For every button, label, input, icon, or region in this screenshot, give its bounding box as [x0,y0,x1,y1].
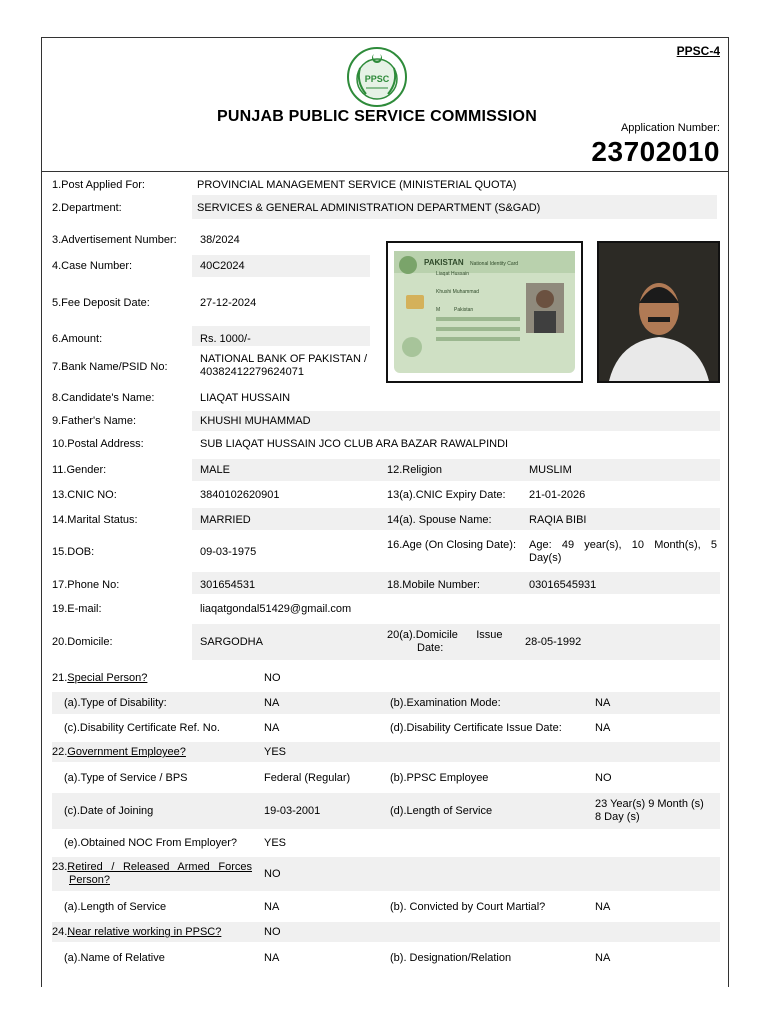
application-form [41,37,729,987]
retired-title-line2: Person? [69,874,110,886]
religion-label: 12.Religion [387,464,443,476]
domicile-issue-value: 28-05-1992 [525,636,582,648]
bank-name: NATIONAL BANK OF PAKISTAN / [200,353,368,365]
govt-employee-number: 22. [52,746,68,758]
exam-mode-label: (b).Examination Mode: [390,697,501,709]
amount-label: 6.Amount: [52,333,103,345]
disability-issue-label: (d).Disability Certificate Issue Date: [390,722,562,734]
designation-value: NA [595,952,611,964]
special-person-number: 21. [52,672,68,684]
govt-employee-value: YES [264,746,287,758]
marital-status-value: MARRIED [200,514,251,526]
relative-name-value: NA [264,952,280,964]
cnic-expiry-value: 21-01-2026 [529,489,586,501]
form-code: PPSC-4 [676,44,720,58]
case-value: 40C2024 [200,260,245,272]
mobile-label: 18.Mobile Number: [387,579,480,591]
case-label: 4.Case Number: [52,260,133,272]
disability-issue-value: NA [595,722,611,734]
amount-value: Rs. 1000/- [200,333,251,345]
card-country-of-stay: Pakistan [454,307,474,313]
department-label: 2.Department: [52,202,122,214]
application-number: 23702010 [591,136,720,167]
cnic-value: 3840102620901 [200,489,280,501]
ppsc-employee-label: (b).PPSC Employee [390,772,489,784]
service-length-line2: 8 Day (s) [595,811,640,823]
court-martial-label: (b). Convicted by Court Martial? [390,901,546,913]
service-length-value [595,798,704,824]
exam-mode-value: NA [595,697,611,709]
dob-value: 09-03-1975 [200,546,257,558]
candidate-name-value: LIAQAT HUSSAIN [200,392,291,404]
disability-cert-value: NA [264,722,280,734]
header-divider [42,171,728,172]
retired-label [52,861,252,887]
retired-length-label: (a).Length of Service [64,901,167,913]
email-label: 19.E-mail: [52,603,102,615]
spouse-name-label: 14(a). Spouse Name: [387,514,492,526]
relative-name-label: (a).Name of Relative [64,952,165,964]
cnic-image [386,241,583,383]
application-number-label: Application Number: [620,122,720,134]
logo-text: PPSC [364,74,390,84]
special-person-label [52,672,147,685]
noc-value: YES [264,837,287,849]
gender-value: MALE [200,464,230,476]
card-gender: M [436,307,441,313]
special-person-value: NO [264,672,281,684]
candidate-photo [597,241,720,383]
cnic-label: 13.CNIC NO: [52,489,117,501]
advertisement-label: 3.Advertisement Number: [52,234,177,246]
domicile-issue-label-line1: 20(a).Domicile Issue [387,629,503,641]
joining-date-value: 19-03-2001 [264,805,321,817]
age-label: 16.Age (On Closing Date): [387,539,517,551]
domicile-value: SARGODHA [200,636,263,648]
domicile-issue-label-line2: Date: [417,642,444,654]
ppsc-employee-value: NO [595,772,612,784]
ppsc-logo [346,46,408,108]
relative-number: 24. [52,926,68,938]
dob-label: 15.DOB: [52,546,95,558]
psid-number: 40382412279624071 [200,366,305,378]
fee-date-value: 27-12-2024 [200,297,257,309]
disability-cert-label: (c).Disability Certificate Ref. No. [64,722,220,734]
fee-date-label: 5.Fee Deposit Date: [52,297,150,309]
service-type-value: Federal (Regular) [264,772,351,784]
age-value-line2: Day(s) [529,552,562,564]
special-person-title: Special Person? [67,672,148,684]
domicile-issue-label [387,629,519,655]
service-type-label: (a).Type of Service / BPS [64,772,188,784]
joining-date-label: (c).Date of Joining [64,805,154,817]
mobile-value: 03016545931 [529,579,597,591]
relative-title: Near relative working in PPSC? [67,926,222,938]
marital-status-label: 14.Marital Status: [52,514,138,526]
disability-type-label: (a).Type of Disability: [64,697,167,709]
card-type: National Identity Card [470,261,519,267]
post-label: 1.Post Applied For: [52,179,145,191]
spouse-name-value: RAQIA BIBI [529,514,587,526]
religion-value: MUSLIM [529,464,572,476]
domicile-label: 20.Domicile: [52,636,113,648]
retired-value: NO [264,868,281,880]
noc-label: (e).Obtained NOC From Employer? [64,837,237,849]
cnic-expiry-label: 13(a).CNIC Expiry Date: [387,489,506,501]
designation-label: (b). Designation/Relation [390,952,512,964]
postal-address-value: SUB LIAQAT HUSSAIN JCO CLUB ARA BAZAR RAWALPINDI [200,438,509,450]
retired-title-line1: Retired / Released Armed Forces [67,861,252,873]
bank-value [200,353,367,379]
postal-address-label: 10.Postal Address: [52,438,144,450]
govt-employee-title: Government Employee? [67,746,186,758]
relative-value: NO [264,926,281,938]
retired-number: 23. [52,861,68,873]
organization-title: PUNJAB PUBLIC SERVICE COMMISSION [217,108,537,125]
post-value: PROVINCIAL MANAGEMENT SERVICE (MINISTERIAL QUOTA) [197,179,517,191]
court-martial-value: NA [595,901,611,913]
email-value: liaqatgondal51429@gmail.com [200,603,352,615]
department-value: SERVICES & GENERAL ADMINISTRATION DEPARTMENT (S&GAD) [197,202,541,214]
father-name-value: KHUSHI MUHAMMAD [200,415,311,427]
card-father-name: Khushi Muhammad [436,289,480,295]
bank-label: 7.Bank Name/PSID No: [52,361,168,373]
card-holder-name: Liaqat Hussain [436,271,470,277]
row-shade [192,459,720,481]
gender-label: 11.Gender: [52,464,107,476]
advertisement-value: 38/2024 [200,234,240,246]
candidate-name-label: 8.Candidate's Name: [52,392,155,404]
service-length-line1: 23 Year(s) 9 Month (s) [595,798,704,810]
disability-type-value: NA [264,697,280,709]
govt-employee-label [52,746,186,759]
service-length-label: (d).Length of Service [390,805,493,817]
retired-length-value: NA [264,901,280,913]
phone-value: 301654531 [200,579,256,591]
card-country: PAKISTAN [424,258,464,267]
father-name-label: 9.Father's Name: [52,415,137,427]
age-value-line1: Age: 49 year(s), 10 Month(s), 5 [529,539,717,551]
relative-label [52,926,221,939]
phone-label: 17.Phone No: [52,579,120,591]
age-value [529,539,717,565]
